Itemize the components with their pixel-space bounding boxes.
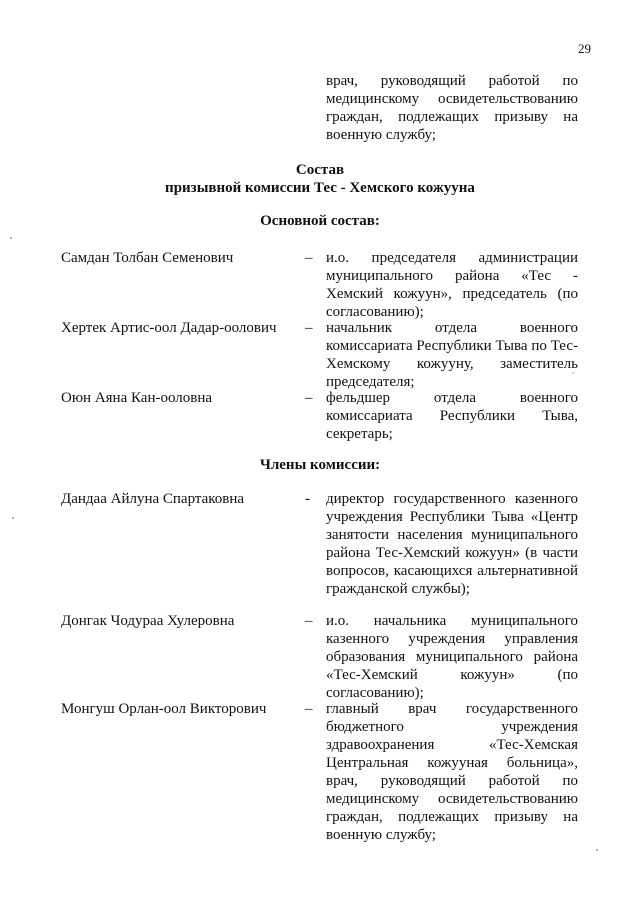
member-row <box>0 612 640 700</box>
member-row <box>0 389 640 443</box>
scan-speck <box>596 849 598 851</box>
member-description: директор государственного казенного учреждения Республики Тыва «Центр занятости населения муниципального района Тес-Хемский кожуун» (в части вопросов, касающихся альтернативной гражданской службы); <box>326 491 578 597</box>
title-line-2: призывной комиссии Тес - Хемского кожууна <box>165 180 475 196</box>
scan-speck <box>12 517 14 519</box>
member-name: Дандаа Айлуна Спартаковна <box>61 491 245 507</box>
member-description: главный врач государственного бюджетного учреждения здравоохранения «Тес-Хемская Центральная кожууная больница», врач, руководящий работой по медицинскому освидетельствованию граждан, подлежащих призыву на военную службу; <box>326 701 578 843</box>
top-continuation-text: врач, руководящий работой по медицинскому освидетельствованию граждан, подлежащих призыву на военную службу; <box>326 73 578 143</box>
member-dash: – <box>305 320 313 336</box>
scan-speck <box>572 372 574 374</box>
member-row <box>0 319 640 389</box>
member-name: Оюн Аяна Кан-ооловна <box>61 390 213 406</box>
scan-speck <box>10 237 12 239</box>
member-name: Хертек Артис-оол Дадар-оолович <box>61 320 277 336</box>
member-dash: – <box>305 250 313 266</box>
member-description: и.о. начальника муниципального казенного учреждения управления образования муниципального района «Тес-Хемский кожуун» (по согласованию); <box>326 613 578 701</box>
member-row <box>0 249 640 319</box>
title-line-1: Состав <box>295 162 345 178</box>
member-name: Самдан Толбан Семенович <box>61 250 234 266</box>
document-title <box>0 161 640 197</box>
main-section-heading: Основной состав: <box>260 213 380 229</box>
member-description: фельдшер отдела военного комиссариата Республики Тыва, секретарь; <box>326 390 578 442</box>
commission-section-heading: Члены комиссии: <box>259 457 381 473</box>
main-members-list <box>0 249 640 443</box>
member-dash: – <box>305 613 313 629</box>
member-description: и.о. председателя администрации муниципального района «Тес - Хемский кожуун», председатель (по согласованию); <box>326 250 578 320</box>
member-name: Донгак Чодураа Хулеровна <box>61 613 235 629</box>
member-dash: – <box>305 701 313 717</box>
commission-members-list <box>0 490 640 844</box>
member-dash: – <box>305 390 313 406</box>
member-description: начальник отдела военного комиссариата Республики Тыва по Тес-Хемскому кожууну, заместитель председателя; <box>326 320 578 390</box>
member-row <box>0 700 640 844</box>
member-row <box>0 490 640 612</box>
member-dash: - <box>305 491 310 507</box>
member-name: Монгуш Орлан-оол Викторович <box>61 701 267 717</box>
page-number: 29 <box>578 41 591 56</box>
